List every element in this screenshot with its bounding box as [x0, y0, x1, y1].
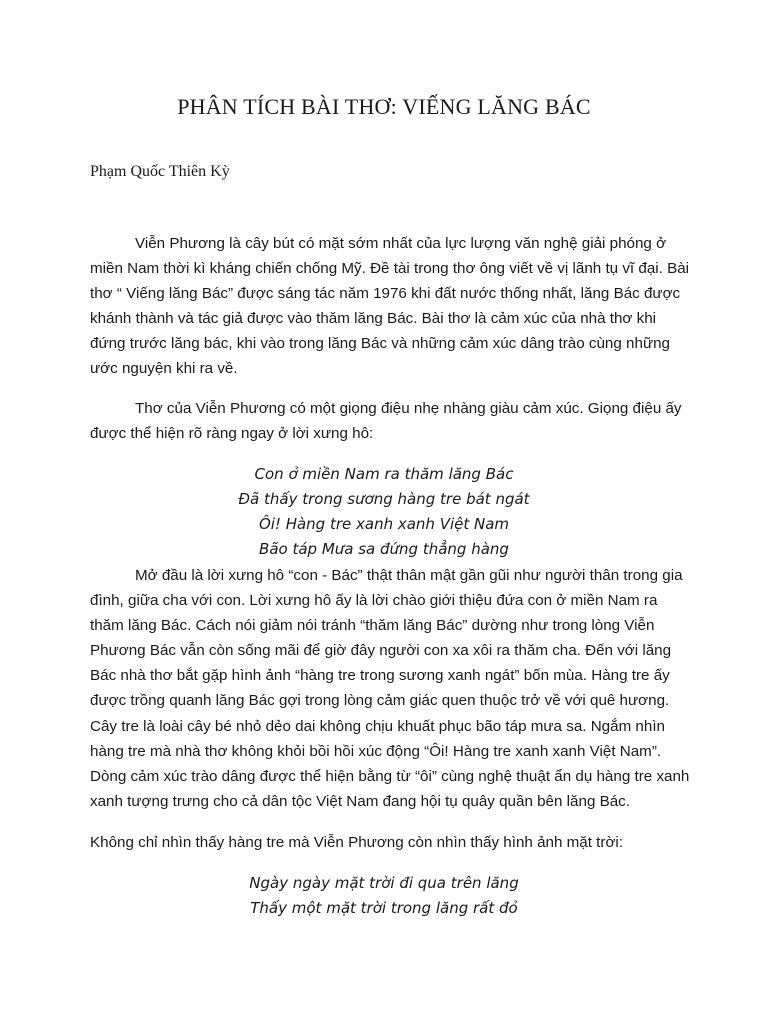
- paragraph-analysis: Mở đầu là lời xưng hô “con - Bác” thật thân mật gần gũi như người thân trong gia đình, giữa cha với con. Lời xưng hô ấy là lời chào giới thiệu đứa con ở miền Nam ra thăm lăng Bác. Cách nói giảm nói tránh “thăm lăng Bác” dường như trong lòng Viễn Phương Bác vẫn còn sống mãi để giờ đây người con xa xôi ra thăm cha. Đến với lăng Bác nhà thơ bắt gặp hình ảnh “hàng tre trong sương xanh ngát” bốn mùa. Hàng tre ấy được trồng quanh lăng Bác gợi trong lòng cảm giác quen thuộc trở về với quê hương. Cây tre là loài cây bé nhỏ dẻo dai không chịu khuất phục bão táp mưa sa. Ngắm nhìn hàng tre mà nhà thơ không khỏi bồi hồi xúc động “Ôi! Hàng tre xanh xanh Việt Nam”. Dòng cảm xúc trào dâng được thể hiện bằng từ “ôi” cùng nghệ thuật ẩn dụ hàng tre xanh xanh tượng trưng cho cả dân tộc Việt Nam đang hội tụ quây quần bên lăng Bác.: [90, 567, 690, 810]
- verse-line: Ôi! Hàng tre xanh xanh Việt Nam: [258, 515, 510, 533]
- paragraph-intro: Viễn Phương là cây bút có mặt sớm nhất của lực lượng văn nghệ giải phóng ở miền Nam thời kì kháng chiến chống Mỹ. Đề tài trong thơ ông viết về vị lãnh tụ vĩ đại. Bài thơ “ Viếng lăng Bác” được sáng tác năm 1976 khi đất nước thống nhất, lăng Bác được khánh thành và tác giả được vào thăm lăng Bác. Bài thơ là cảm xúc của nhà thơ khi đứng trước lăng bác, khi vào trong lăng Bác và những cảm xúc dâng trào cùng những ước nguyện khi ra về.: [90, 235, 690, 378]
- verse-line: Đã thấy trong sương hàng tre bát ngát: [238, 490, 530, 508]
- verse-line: Thấy một mặt trời trong lăng rất đỏ: [250, 899, 518, 917]
- verse-line: Bão táp Mưa sa đứng thẳng hàng: [259, 540, 509, 558]
- author-name: Phạm Quốc Thiên Kỳ: [90, 163, 230, 180]
- verse-block-2: [0, 871, 768, 921]
- paragraph-tone: Thơ của Viễn Phương có một giọng điệu nhẹ nhàng giàu cảm xúc. Giọng điệu ấy được thể hiện rõ ràng ngay ở lời xưng hô:: [90, 400, 682, 443]
- verse-line: Ngày ngày mặt trời đi qua trên lăng: [249, 874, 519, 892]
- paragraph-sun: Không chỉ nhìn thấy hàng tre mà Viễn Phương còn nhìn thấy hình ảnh mặt trời:: [90, 834, 624, 851]
- verse-block-1: [0, 462, 768, 562]
- document-title: PHÂN TÍCH BÀI THƠ: VIẾNG LĂNG BÁC: [177, 94, 591, 119]
- verse-line: Con ở miền Nam ra thăm lăng Bác: [254, 465, 514, 483]
